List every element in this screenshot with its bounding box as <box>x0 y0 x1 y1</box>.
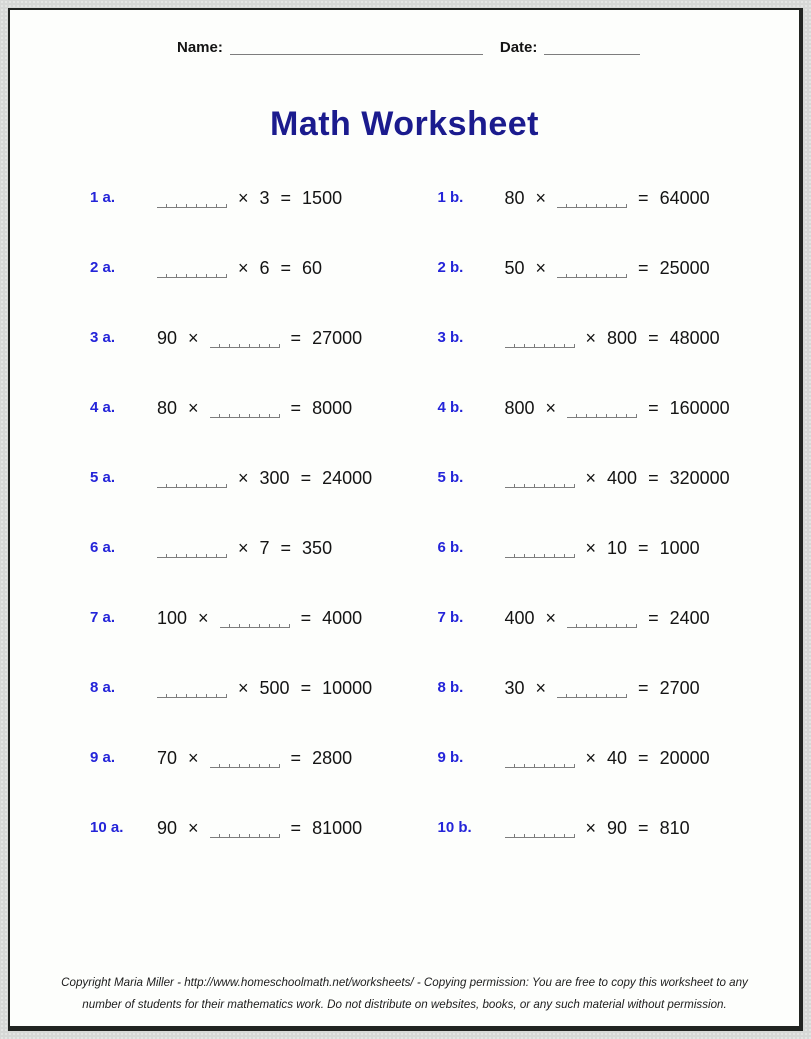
answer-blank[interactable] <box>557 683 627 698</box>
equation <box>157 188 342 209</box>
product-value: 8000 <box>312 397 353 418</box>
problem-cell <box>438 582 786 652</box>
name-input-line[interactable] <box>230 41 483 55</box>
product-value: 24000 <box>322 467 373 488</box>
equals-sign: = <box>290 747 302 768</box>
factor-value: 40 <box>607 747 628 768</box>
equals-sign: = <box>648 467 659 488</box>
problem-cell <box>438 442 786 512</box>
answer-blank[interactable] <box>210 403 280 418</box>
problem-number-label: 7 a. <box>90 608 116 626</box>
equation <box>157 328 362 349</box>
problem-number-label: 5 a. <box>90 468 116 486</box>
problem-cell <box>438 232 786 302</box>
answer-blank[interactable] <box>567 613 637 628</box>
product-value: 320000 <box>669 467 730 488</box>
multiply-sign: × <box>585 817 597 838</box>
footer-copyright <box>10 972 799 1016</box>
equation <box>157 608 362 629</box>
equation <box>505 398 730 419</box>
factor-value: 10 <box>607 537 628 558</box>
problem-cell <box>90 162 438 232</box>
problem-number-label: 2 a. <box>90 258 116 276</box>
date-label: Date: <box>499 39 538 56</box>
problem-cell <box>90 582 438 652</box>
equals-sign: = <box>290 327 302 348</box>
product-value: 48000 <box>669 327 720 348</box>
equation <box>505 818 690 839</box>
answer-blank[interactable] <box>157 683 227 698</box>
answer-blank[interactable] <box>157 543 227 558</box>
answer-blank[interactable] <box>157 263 227 278</box>
problem-cell <box>90 372 438 442</box>
multiply-sign: × <box>535 257 547 278</box>
equation <box>505 328 720 349</box>
product-value: 20000 <box>659 747 710 768</box>
factor-value: 800 <box>504 397 535 418</box>
multiply-sign: × <box>535 677 547 698</box>
problem-number-label: 3 a. <box>90 328 116 346</box>
answer-blank[interactable] <box>157 193 227 208</box>
equation <box>505 258 710 279</box>
product-value: 2700 <box>659 677 700 698</box>
problem-number-label: 3 b. <box>437 328 464 346</box>
equals-sign: = <box>638 257 649 278</box>
product-value: 64000 <box>659 187 710 208</box>
multiply-sign: × <box>585 537 597 558</box>
problem-number-label: 2 b. <box>437 258 464 276</box>
factor-value: 300 <box>259 467 290 488</box>
problem-cell <box>438 652 786 722</box>
product-value: 27000 <box>312 327 363 348</box>
factor-value: 30 <box>504 677 525 698</box>
answer-blank[interactable] <box>210 333 280 348</box>
answer-blank[interactable] <box>505 473 575 488</box>
problem-cell <box>438 722 786 792</box>
page-title: Math Worksheet <box>270 105 539 143</box>
equation <box>505 188 710 209</box>
problem-number-label: 8 b. <box>437 678 464 696</box>
problem-cell <box>90 302 438 372</box>
equation <box>505 608 710 629</box>
product-value: 4000 <box>322 607 363 628</box>
equation <box>505 678 700 699</box>
problems-grid <box>10 162 799 862</box>
problem-number-label: 1 b. <box>437 188 464 206</box>
equation <box>157 468 372 489</box>
equals-sign: = <box>638 677 649 698</box>
equals-sign: = <box>638 747 649 768</box>
equation <box>157 678 372 699</box>
worksheet-page <box>8 8 803 1031</box>
factor-value: 90 <box>157 327 178 348</box>
product-value: 1000 <box>659 537 700 558</box>
equals-sign: = <box>648 327 659 348</box>
problem-number-label: 9 b. <box>437 748 464 766</box>
equals-sign: = <box>638 187 649 208</box>
factor-value: 70 <box>157 747 178 768</box>
equals-sign: = <box>648 397 659 418</box>
problem-cell <box>438 302 786 372</box>
multiply-sign: × <box>238 257 249 278</box>
problem-number-label: 7 b. <box>437 608 464 626</box>
equals-sign: = <box>290 397 302 418</box>
multiply-sign: × <box>238 537 249 558</box>
name-label: Name: <box>177 39 223 56</box>
equals-sign: = <box>300 677 312 698</box>
problem-number-label: 4 b. <box>437 398 464 416</box>
product-value: 1500 <box>302 187 343 208</box>
answer-blank[interactable] <box>567 403 637 418</box>
equals-sign: = <box>300 467 312 488</box>
equals-sign: = <box>638 537 649 558</box>
multiply-sign: × <box>188 327 199 348</box>
problem-number-label: 6 a. <box>90 538 116 556</box>
footer-line-1: Copyright Maria Miller - http://www.homeschoolmath.net/worksheets/ - Copying permission: You are free to copy this worksheet to any <box>61 975 748 989</box>
problem-cell <box>438 372 786 442</box>
problem-cell <box>438 512 786 582</box>
problem-number-label: 9 a. <box>90 748 116 766</box>
equation <box>505 748 710 769</box>
factor-value: 500 <box>259 677 290 698</box>
product-value: 10000 <box>322 677 373 698</box>
product-value: 350 <box>302 537 333 558</box>
equation <box>505 538 700 559</box>
answer-blank[interactable] <box>210 823 280 838</box>
problem-cell <box>90 232 438 302</box>
equals-sign: = <box>300 607 312 628</box>
multiply-sign: × <box>188 747 199 768</box>
multiply-sign: × <box>585 467 597 488</box>
product-value: 60 <box>302 257 323 278</box>
factor-value: 7 <box>259 537 270 558</box>
answer-blank[interactable] <box>505 333 575 348</box>
multiply-sign: × <box>188 397 199 418</box>
product-value: 25000 <box>659 257 710 278</box>
factor-value: 3 <box>259 187 270 208</box>
multiply-sign: × <box>188 817 199 838</box>
factor-value: 400 <box>504 607 535 628</box>
problem-number-label: 1 a. <box>90 188 116 206</box>
factor-value: 80 <box>157 397 178 418</box>
problem-cell <box>90 512 438 582</box>
equals-sign: = <box>280 257 292 278</box>
header <box>177 38 799 56</box>
equals-sign: = <box>280 537 292 558</box>
factor-value: 800 <box>607 327 638 348</box>
factor-value: 400 <box>607 467 638 488</box>
multiply-sign: × <box>545 607 557 628</box>
equation <box>157 398 352 419</box>
answer-blank[interactable] <box>210 753 280 768</box>
answer-blank[interactable] <box>505 753 575 768</box>
equals-sign: = <box>648 607 659 628</box>
problem-number-label: 6 b. <box>437 538 464 556</box>
multiply-sign: × <box>585 747 597 768</box>
equation <box>157 538 332 559</box>
factor-value: 100 <box>157 607 188 628</box>
equals-sign: = <box>638 817 649 838</box>
problem-cell <box>90 792 438 862</box>
multiply-sign: × <box>238 187 249 208</box>
product-value: 81000 <box>312 817 363 838</box>
product-value: 2800 <box>312 747 353 768</box>
problem-number-label: 10 a. <box>90 818 124 836</box>
multiply-sign: × <box>535 187 547 208</box>
equation <box>505 468 730 489</box>
problem-cell <box>438 792 786 862</box>
factor-value: 6 <box>259 257 270 278</box>
equation <box>157 258 322 279</box>
equals-sign: = <box>290 817 302 838</box>
problem-number-label: 4 a. <box>90 398 116 416</box>
problem-number-label: 10 b. <box>437 818 472 836</box>
multiply-sign: × <box>585 327 597 348</box>
product-value: 160000 <box>669 397 730 418</box>
equation <box>157 748 352 769</box>
answer-blank[interactable] <box>557 263 627 278</box>
product-value: 2400 <box>669 607 710 628</box>
multiply-sign: × <box>238 467 249 488</box>
problem-number-label: 8 a. <box>90 678 116 696</box>
equals-sign: = <box>280 187 292 208</box>
date-input-line[interactable] <box>544 41 640 55</box>
multiply-sign: × <box>238 677 249 698</box>
product-value: 810 <box>659 817 690 838</box>
answer-blank[interactable] <box>505 823 575 838</box>
multiply-sign: × <box>198 607 209 628</box>
answer-blank[interactable] <box>557 193 627 208</box>
problem-cell <box>90 442 438 512</box>
equation <box>157 818 362 839</box>
answer-blank[interactable] <box>220 613 290 628</box>
multiply-sign: × <box>545 397 557 418</box>
factor-value: 80 <box>504 187 525 208</box>
factor-value: 50 <box>504 257 525 278</box>
answer-blank[interactable] <box>157 473 227 488</box>
answer-blank[interactable] <box>505 543 575 558</box>
problem-cell <box>90 722 438 792</box>
problem-number-label: 5 b. <box>437 468 464 486</box>
problem-cell <box>438 162 786 232</box>
footer-line-2: number of students for their mathematics work. Do not distribute on websites, books, or any such material without permission. <box>82 997 727 1011</box>
problem-cell <box>90 652 438 722</box>
factor-value: 90 <box>157 817 178 838</box>
factor-value: 90 <box>607 817 628 838</box>
